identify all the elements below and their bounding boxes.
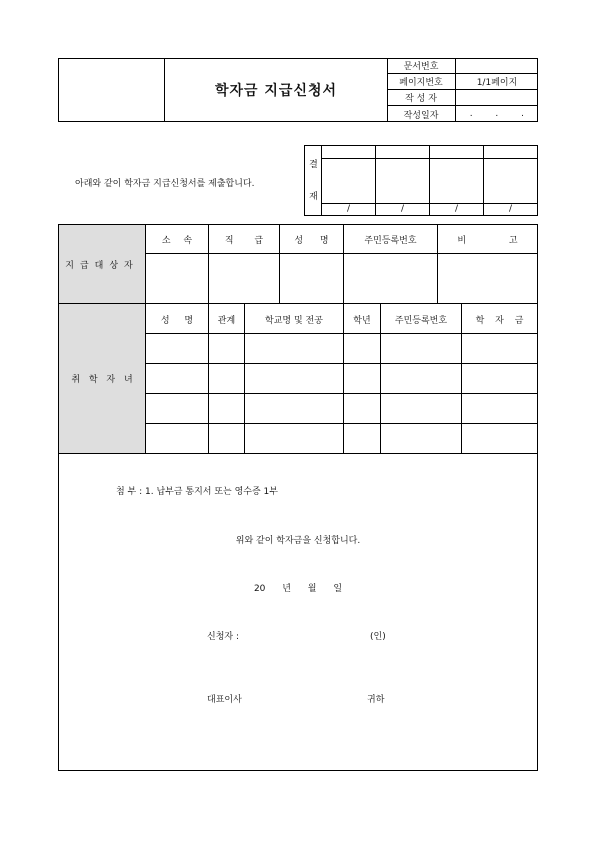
recipient-col-header: 소 속 [161,236,193,246]
header-meta-table [387,58,538,122]
approval-date-mark: / [508,204,513,214]
document-title: 학자금 지급신청서 [214,83,338,99]
children-col-header: 주민등록번호 [394,315,448,326]
recipient-col-header: 주민등록번호 [364,236,417,246]
approval-date-mark: / [400,204,405,214]
addressee: 대표이사 [207,695,242,705]
meta-label-date: 작성일자 [387,106,456,122]
recipient-data-row [146,254,537,304]
approval-intro-text: 아래와 같이 학자금 지급신청서를 제출합니다. [75,179,255,189]
meta-value-date: . . . [469,109,534,119]
children-data-row [146,424,537,454]
date-line: 20 년 월 일 [253,583,343,594]
meta-value-author [456,90,538,106]
honorific: 귀하 [367,695,385,705]
children-col-header: 학 자 금 [475,315,524,326]
children-data-row [146,364,537,394]
meta-value-doc-number [456,58,538,74]
meta-label-page-number: 페이지번호 [387,74,456,90]
header-logo-cell [58,58,165,122]
meta-value-page-number: 1/1페이지 [456,74,538,90]
meta-label-doc-number: 문서번호 [387,58,456,74]
recipient-col-header: 성 명 [294,236,329,246]
meta-label-author: 작 성 자 [387,90,456,106]
children-data-row [146,334,537,364]
approval-box [304,145,538,216]
children-col-header: 학교명 및 전공 [265,315,323,326]
approval-label-top: 결 [309,159,318,170]
attachment-note: 첨 부 : 1. 납부금 통지서 또는 영수증 1부 [116,487,278,497]
children-section-label [59,304,146,454]
approval-date-mark: / [454,204,459,214]
approval-date-mark: / [346,204,351,214]
recipient-section-label [59,225,146,304]
children-data-row [146,394,537,424]
children-section-label-text: 취 학 자 녀 [71,375,133,385]
approval-label-bottom: 재 [309,191,318,202]
recipient-col-header: 비 고 [457,236,518,246]
recipient-section-label-text: 지급대상자 [65,260,139,271]
recipient-col-header: 직 급 [224,236,264,246]
seal-mark: (인) [370,632,386,642]
applicant-label: 신청자 : [207,632,239,642]
request-statement: 위와 같이 학자금을 신청합니다. [235,535,361,546]
children-col-header: 관계 [217,315,236,326]
children-col-header: 성 명 [160,315,194,326]
children-col-header: 학년 [353,315,371,326]
